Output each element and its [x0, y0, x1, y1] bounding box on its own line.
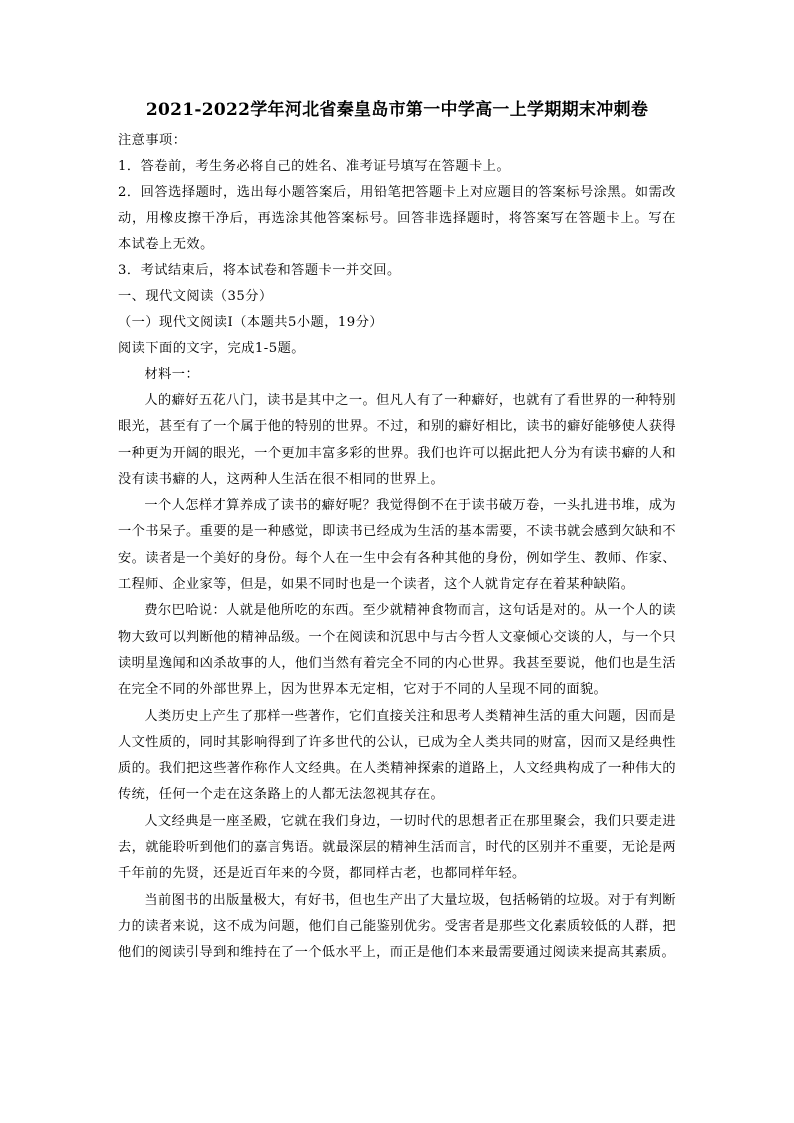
exam-title: 2021-2022学年河北省秦皇岛市第一中学高一上学期期末冲刺卷 [145, 100, 649, 120]
material-paragraph-1: 人的癖好五花八门，读书是其中之一。但凡人有了一种癖好，也就有了看世界的一种特别眼光，甚至有了一个属于他的特别的世界。不过，和别的癖好相比，读书的癖好能够使人获得一种更为开阔的眼光，一个更加丰富多彩的世界。我们也许可以据此把人分为有读书癖的人和没有读书癖的人，这两种人生活在很不相同的世界上。 [118, 393, 676, 487]
material-paragraph-6: 当前图书的出版量极大，有好书，但也生产出了大量垃圾，包括畅销的垃圾。对于有判断力的读者来说，这不成为问题，他们自己能鉴别优劣。受害者是那些文化素质较低的人群，把他们的阅读引导到和维持在了一个低水平上，而正是他们本来最需要通过阅读来提高其素质。 [118, 892, 676, 961]
exam-page [118, 96, 676, 967]
material-paragraph-5: 人文经典是一座圣殿，它就在我们身边，一切时代的思想者正在那里聚会，我们只要走进去，就能聆听到他们的嘉言隽语。就最深层的精神生活而言，时代的区别并不重要，无论是两千年前的先贤，还是近百年来的今贤，都同样古老，也都同样年轻。 [118, 813, 676, 882]
material-paragraph-3: 费尔巴哈说：人就是他所吃的东西。至少就精神食物而言，这句话是对的。从一个人的读物大致可以判断他的精神品级。一个在阅读和沉思中与古今哲人文豪倾心交谈的人，与一个只读明星逸闻和凶杀故事的人，他们当然有着完全不同的内心世界。我甚至要说，他们也是生活在完全不同的外部世界上，因为世界本无定相，它对于不同的人呈现不同的面貌。 [118, 603, 676, 698]
notice-heading: 注意事项： [118, 133, 187, 148]
reading-instruction: 阅读下面的文字，完成1-5题。 [118, 341, 305, 356]
notice-item-1: 1．答卷前，考生务必将自己的姓名、准考证号填写在答题卡上。 [118, 159, 511, 174]
notice-item-3: 3．考试结束后，将本试卷和答题卡一并交回。 [118, 263, 401, 278]
material-paragraph-2: 一个人怎样才算养成了读书的癖好呢？我觉得倒不在于读书破万卷，一头扎进书堆，成为一个书呆子。重要的是一种感觉，即读书已经成为生活的基本需要，不读书就会感到欠缺和不安。读者是一个美好的身份。每个人在一生中会有各种其他的身份，例如学生、教师、作家、工程师、企业家等，但是，如果不同时也是一个读者，这个人就肯定存在着某种缺陷。 [118, 498, 676, 593]
material-paragraph-4: 人类历史上产生了那样一些著作，它们直接关注和思考人类精神生活的重大问题，因而是人文性质的，同时其影响得到了许多世代的公认，已成为全人类共同的财富，因而又是经典性质的。我们把这些著作称作人文经典。在人类精神探索的道路上，人文经典构成了一种伟大的传统，任何一个走在这条路上的人都无法忽视其存在。 [118, 708, 676, 803]
notice-item-2: 2．回答选择题时，选出每小题答案后，用铅笔把答题卡上对应题目的答案标号涂黑。如需改动，用橡皮擦干净后，再选涂其他答案标号。回答非选择题时，将答案写在答题卡上。写在本试卷上无效。 [118, 185, 676, 252]
section-heading: 一、现代文阅读（35分） [118, 289, 273, 304]
material-label: 材料一： [144, 367, 200, 382]
section-subheading: （一）现代文阅读Ⅰ（本题共5小题，19分） [118, 315, 384, 330]
